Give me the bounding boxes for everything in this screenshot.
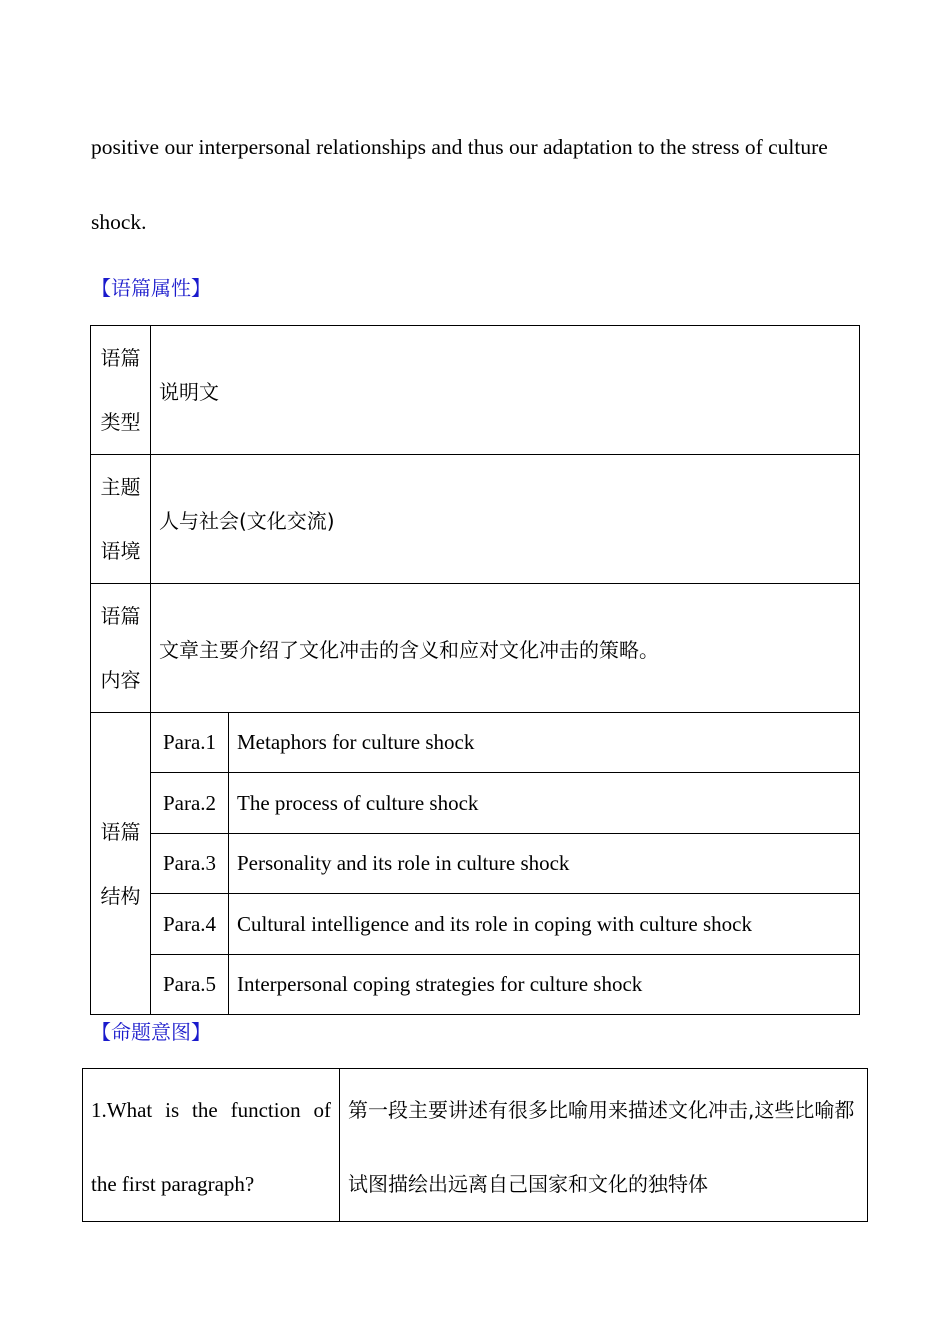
para-number: Para.1 bbox=[151, 713, 229, 773]
para-summary: Metaphors for culture shock bbox=[229, 713, 860, 773]
table-row bbox=[91, 713, 860, 773]
para-summary: The process of culture shock bbox=[229, 773, 860, 834]
row-value: 文章主要介绍了文化冲击的含义和应对文化冲击的策略。 bbox=[151, 584, 860, 713]
discourse-attributes-table bbox=[90, 325, 860, 1015]
para-summary: Cultural intelligence and its role in coping with culture shock bbox=[229, 894, 860, 955]
para-summary: Interpersonal coping strategies for culture shock bbox=[229, 955, 860, 1015]
table-row bbox=[91, 894, 860, 955]
answer-cell: 第一段主要讲述有很多比喻用来描述文化冲击,这些比喻都试图描绘出远离自己国家和文化的独特体 bbox=[340, 1069, 868, 1222]
para-number: Para.2 bbox=[151, 773, 229, 834]
section-heading-attributes: 【语篇属性】 bbox=[91, 276, 211, 300]
table-row bbox=[91, 584, 860, 713]
table-row bbox=[91, 955, 860, 1015]
question-cell: 1.What is the function of the first paragraph? bbox=[83, 1069, 340, 1222]
para-number: Para.4 bbox=[151, 894, 229, 955]
structure-label: 语篇 结构 bbox=[91, 713, 151, 1015]
section-heading-intent: 【命题意图】 bbox=[91, 1020, 211, 1044]
intro-line-1: positive our interpersonal relationships and thus our adaptation to the stress of culture bbox=[91, 135, 828, 159]
table-row bbox=[91, 834, 860, 894]
row-value: 人与社会(文化交流) bbox=[151, 455, 860, 584]
table-row bbox=[91, 455, 860, 584]
row-label: 语篇 内容 bbox=[91, 584, 151, 713]
para-number: Para.5 bbox=[151, 955, 229, 1015]
row-value: 说明文 bbox=[151, 326, 860, 455]
intro-line-2: shock. bbox=[91, 210, 147, 234]
table-row bbox=[91, 773, 860, 834]
question-intent-table bbox=[82, 1068, 868, 1222]
row-label: 语篇 类型 bbox=[91, 326, 151, 455]
table-row bbox=[83, 1069, 868, 1222]
table-row bbox=[91, 326, 860, 455]
para-summary: Personality and its role in culture shock bbox=[229, 834, 860, 894]
row-label: 主题 语境 bbox=[91, 455, 151, 584]
para-number: Para.3 bbox=[151, 834, 229, 894]
